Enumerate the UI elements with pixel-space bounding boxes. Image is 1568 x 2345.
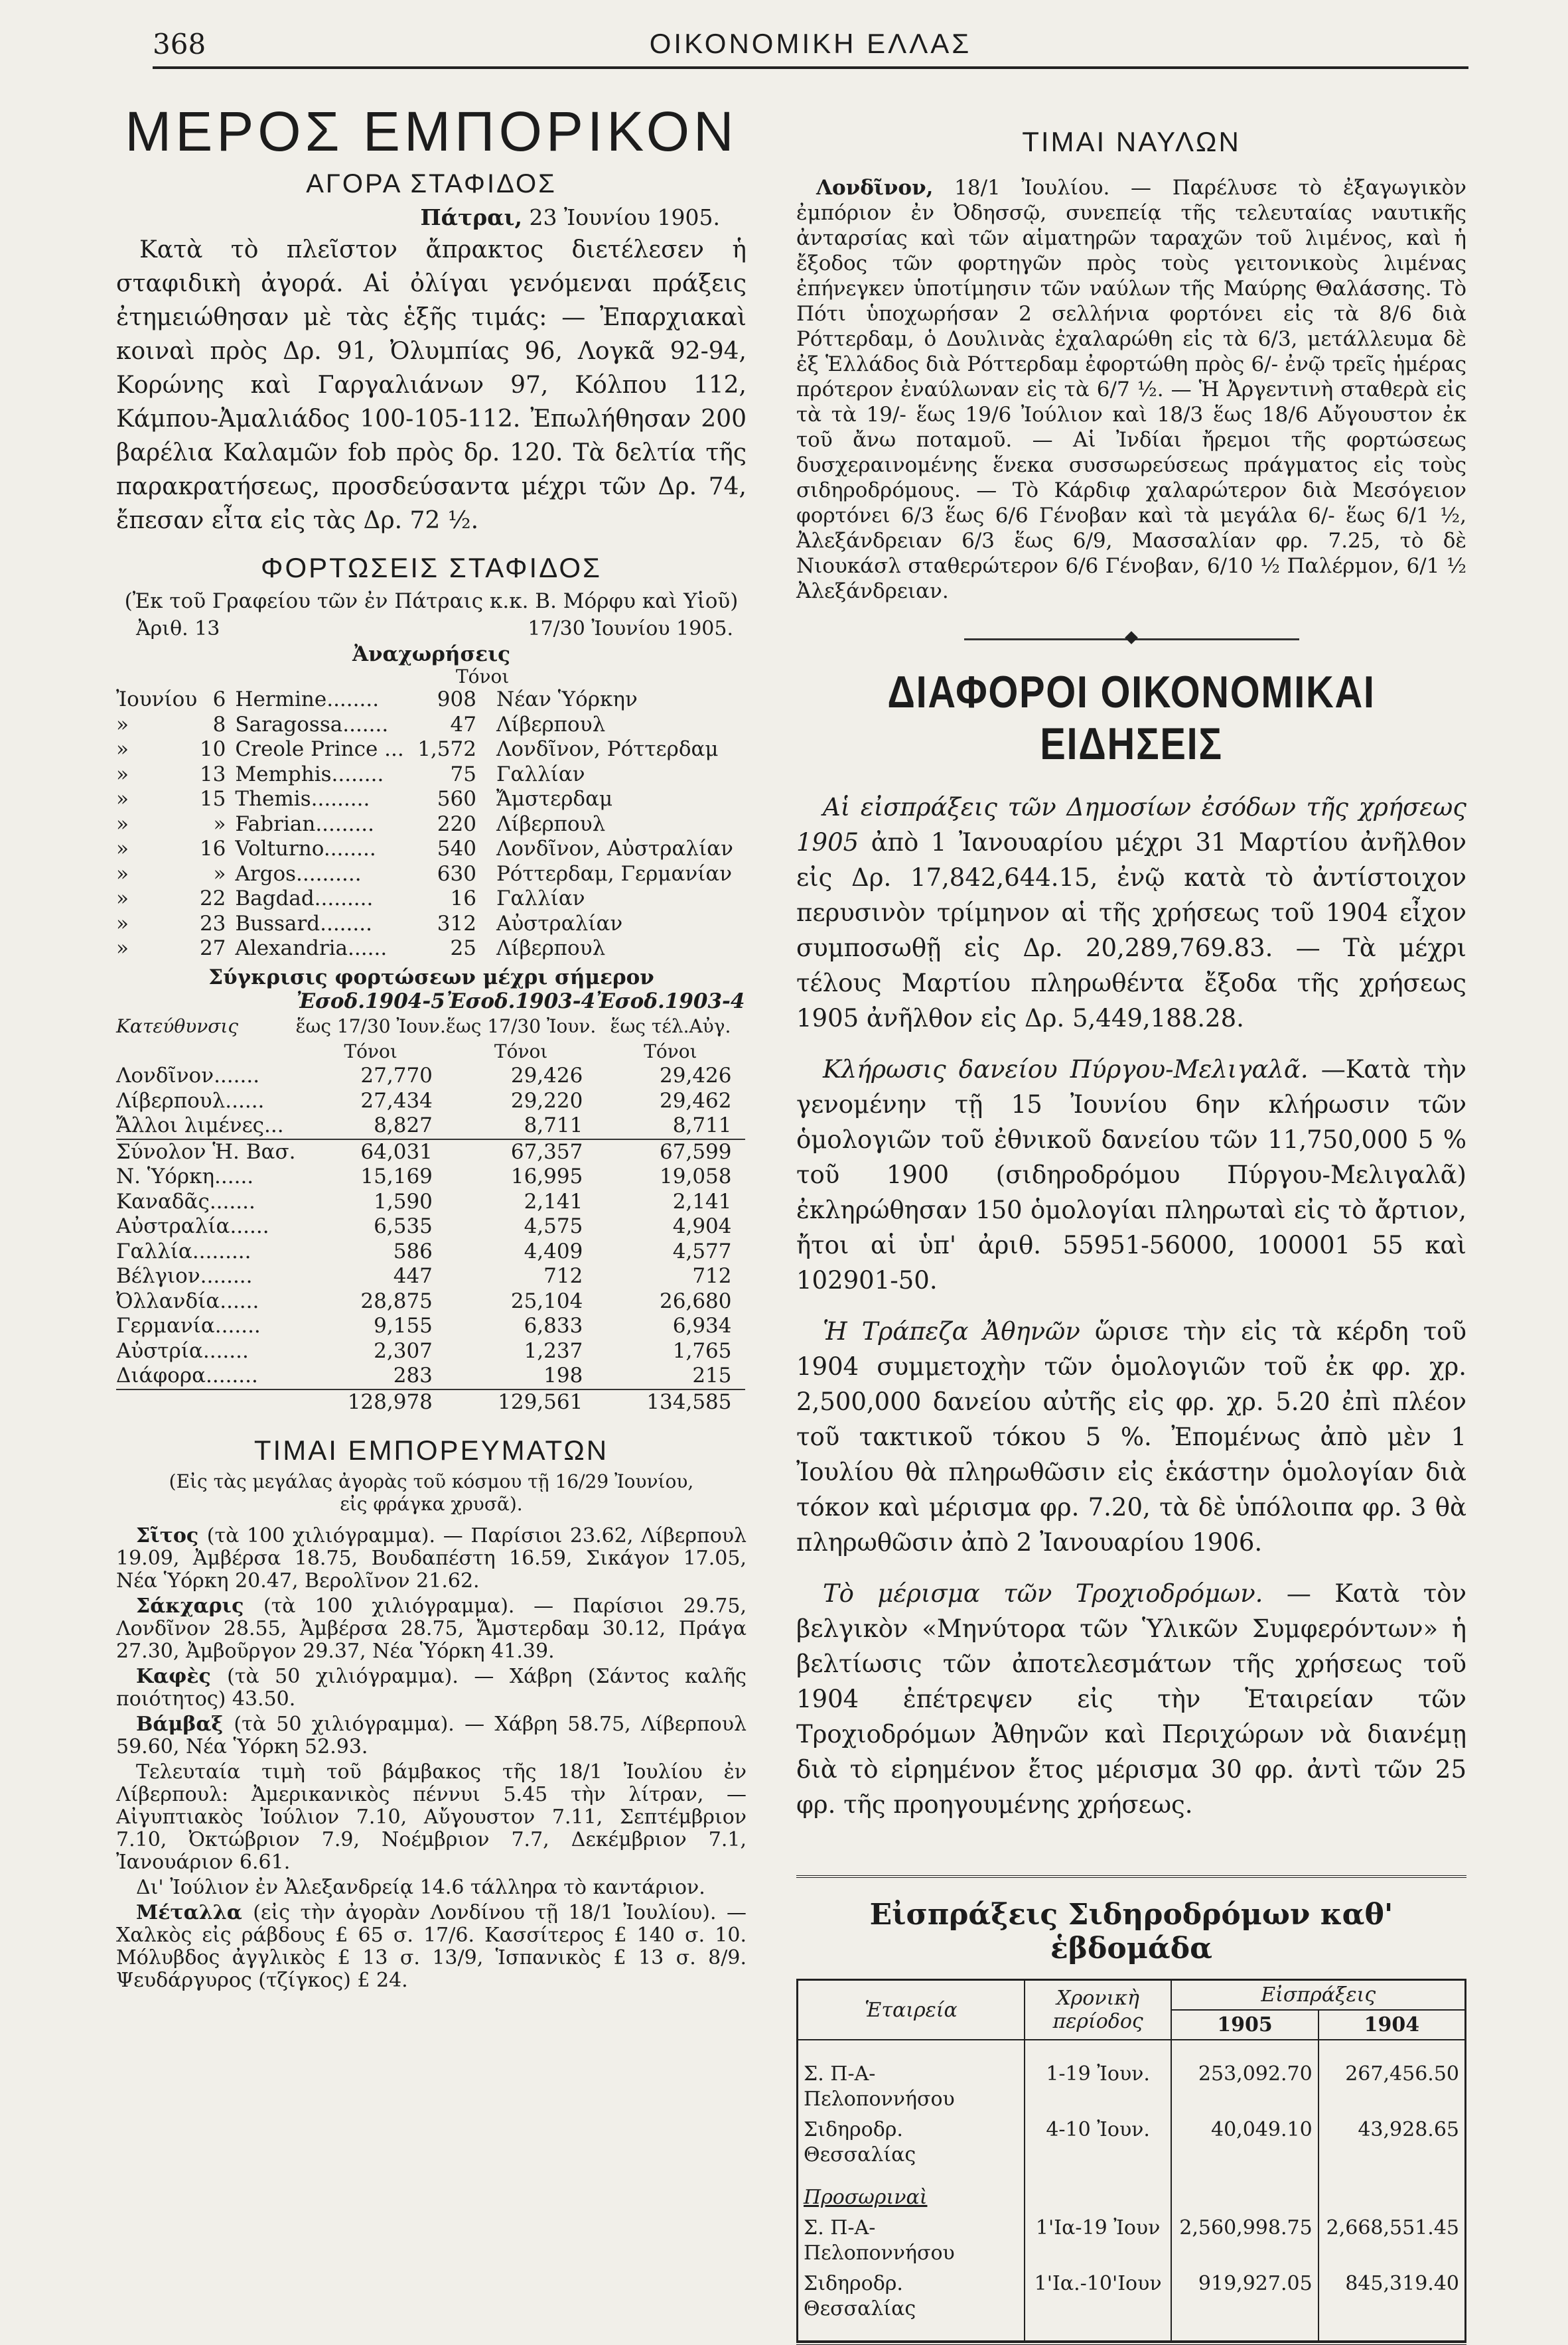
comparison-row — [116, 1314, 745, 1339]
comparison-value: 198 — [543, 1364, 583, 1387]
departure-row — [116, 713, 733, 738]
dateline-date: 23 Ἰουνίου 1905. — [529, 204, 720, 230]
departure-ship: Argos.......... — [235, 861, 362, 886]
departure-month: » — [116, 737, 129, 761]
commodity-price — [116, 1666, 747, 1711]
rail-provisional-label: Προσωριναὶ — [798, 2170, 1025, 2213]
comparison-period: ἕως 17/30 Ἰουν. — [295, 1015, 446, 1037]
rail-1904: 2,668,551.45 — [1319, 2213, 1466, 2269]
shipments-title: ΦΟΡΤΩΣΕΙΣ ΣΤΑΦΙΔΟΣ — [260, 552, 603, 583]
shipments-number: Ἀριθ. 13 — [136, 617, 220, 640]
comparison-value: 283 — [393, 1364, 433, 1387]
departure-ship: Volturno........ — [235, 837, 376, 861]
departure-ship: Fabrian......... — [235, 812, 375, 836]
commodity-text: (τὰ 100 χιλιόγραμμα). — Παρίσιοι 29.75, Λονδῖνον 28.55, Ἀμβέρσα 28.75, Ἄμστερδαμ 30.12, Πράγα 27.30, Ἀμβοῦργον 29.37, Νέα Ὑόρκη 41.39. — [116, 1595, 747, 1663]
departure-day: 10 — [199, 737, 226, 761]
page-number: 368 — [153, 28, 206, 60]
news-lead: Αἱ εἰσπράξεις τῶν Δημοσίων ἐσόδων τῆς χρήσεως 1905 — [796, 793, 1466, 857]
rail-row — [798, 2213, 1466, 2269]
prices-list — [116, 1525, 747, 1992]
right-column — [796, 100, 1466, 2345]
comparison-unit: Τόνοι — [344, 1040, 397, 1062]
comparison-value: 447 — [393, 1264, 433, 1288]
comparison-unit: Τόνοι — [494, 1040, 548, 1062]
departure-month: » — [116, 812, 129, 836]
comparison-row — [116, 1089, 745, 1114]
departure-day: 27 — [199, 936, 226, 960]
rail-col-company: Ἑταιρεία — [798, 1980, 1025, 2040]
departure-day: 6 — [212, 687, 226, 711]
news-item — [796, 1576, 1466, 1822]
comparison-value: 4,577 — [672, 1239, 732, 1263]
commodity-name: Σάκχαρις — [136, 1595, 263, 1618]
comparison-destination: Γερμανία....... — [116, 1314, 261, 1338]
departure-row — [116, 812, 733, 837]
departure-destination: Λονδῖνον, Ρόττερδαμ — [496, 737, 719, 761]
departure-row — [116, 912, 733, 937]
comparison-destination — [116, 1389, 295, 1415]
comparison-year: Ἐσοδ.1903-4 — [596, 989, 745, 1013]
comparison-row — [116, 1165, 745, 1190]
comparison-periods-row — [116, 1014, 745, 1039]
departure-month: » — [116, 762, 129, 786]
news-item — [796, 1052, 1466, 1298]
comparison-total-row — [116, 1389, 745, 1415]
commodity-text: (εἰς τὴν ἀγορὰν Λονδίνου τῇ 18/1 Ἰουλίου). — Χαλκὸς εἰς ράβδους £ 65 σ. 17/6. Κασσίτερος £ 140 σ. 10. Μόλυβδος ἀγγλικὸς £ 13 σ. 13/9, Ἱσπανικὸς £ 13 σ. 8/9. Ψευδάργυρος (τζίγκος) £ 24. — [116, 1901, 747, 1992]
departure-month: Ἰουνίου — [116, 687, 198, 711]
comparison-value: 4,409 — [524, 1239, 583, 1263]
comparison-destination: Λονδῖνον....... — [116, 1064, 260, 1088]
departure-row — [116, 762, 733, 788]
comparison-value: 2,141 — [524, 1189, 583, 1214]
departure-tons: 908 — [437, 687, 476, 711]
econ-news-title: ΔΙΑΦΟΡΟΙ ΟΙΚΟΝΟΜΙΚΑΙ ΕΙΔΗΣΕΙΣ — [887, 667, 1376, 769]
comparison-year: Ἐσοδ.1903-4 — [447, 989, 596, 1013]
comparison-row — [116, 1113, 745, 1139]
comparison-value: 8,711 — [672, 1113, 732, 1137]
rail-1905: 2,560,998.75 — [1171, 2213, 1318, 2269]
commodity-text: (τὰ 100 χιλιόγραμμα). — Παρίσιοι 23.62, Λίβερπουλ 19.09, Ἀμβέρσα 18.75, Βουδαπέστη 16.59, Σικάγον 17.05, Νέα Ὑόρκη 20.47, Βερολῖνον 21.62. — [116, 1524, 747, 1593]
section-divider — [796, 626, 1466, 653]
news-lead: Ἡ Τράπεζα Ἀθηνῶν — [823, 1317, 1080, 1346]
comparison-value: 586 — [393, 1239, 433, 1263]
departure-tons: 630 — [437, 861, 476, 886]
departure-month: » — [116, 911, 129, 936]
rail-receipts-box — [796, 1875, 1466, 2345]
departure-month: » — [116, 837, 129, 861]
news-text: ἀπὸ 1 Ἰανουαρίου μέχρι 31 Μαρτίου ἀνῆλθον εἰς Δρ. 17,842,644.15, ἐνῷ κατὰ τὸ ἀντίστοιχον περυσινὸν τρίμηνον αἱ τῆς χρήσεως τοῦ 1904 εἶχον συμποσωθῇ εἰς Δρ. 20,289,769.83. — Τὰ μέχρι τέλους Μαρτίου πληρωθέντα ἔξοδα τῆς χρήσεως 1905 ἀνῆλθον εἰς Δρ. 5,449,188.28. — [796, 828, 1466, 1032]
comparison-row — [116, 1064, 745, 1089]
commodity-name: Μέταλλα — [136, 1901, 253, 1924]
shipments-date: 17/30 Ἰουνίου 1905. — [528, 617, 733, 640]
departure-month: » — [116, 936, 129, 960]
comparison-row — [116, 1264, 745, 1289]
comparison-period: ἕως τέλ.Αὐγ. — [610, 1015, 731, 1037]
freight-lead: Λονδῖνον, — [816, 176, 934, 200]
rail-title: Εἰσπράξεις Σιδηροδρόμων καθ' ἑβδομάδα — [869, 1898, 1393, 1965]
departure-tons: 75 — [450, 762, 476, 786]
comparison-value: 67,599 — [596, 1139, 745, 1165]
commodity-price — [116, 1525, 747, 1593]
comparison-value: 8,827 — [374, 1113, 433, 1137]
rail-period: 1'Ια-19 Ἰουν — [1025, 2213, 1172, 2269]
comparison-destination: Ἄλλοι λιμένες... — [116, 1113, 284, 1137]
news-lead: Κλήρωσις δανείου Πύργου-Μελιγαλᾶ. — [823, 1055, 1309, 1084]
departure-ship: Hermine........ — [235, 687, 380, 711]
commodity-price — [116, 1902, 747, 1992]
comparison-value: 16,995 — [510, 1165, 583, 1188]
departure-day: 8 — [212, 712, 226, 737]
departure-ship: Themis......... — [235, 787, 370, 811]
comparison-value: 9,155 — [374, 1314, 433, 1338]
commodity-text: Δι' Ἰούλιον ἐν Ἀλεξανδρείᾳ 14.6 τάλληρα τὸ καντάριον. — [136, 1876, 705, 1899]
departure-tons: 540 — [437, 837, 476, 861]
running-header — [153, 27, 1468, 69]
comparison-row — [116, 1240, 745, 1265]
departure-row — [116, 862, 733, 887]
comparison-unit: Τόνοι — [644, 1040, 697, 1062]
comparison-value: 28,875 — [360, 1289, 433, 1313]
rail-row — [798, 2059, 1466, 2115]
rail-1905: 40,049.10 — [1171, 2115, 1318, 2170]
rail-period: 1-19 Ἰουν. — [1025, 2059, 1172, 2115]
news-text: ὥρισε τὴν εἰς τὰ κέρδη τοῦ 1904 συμμετοχὴν τῶν ὁμολογιῶν τοῦ ἐκ φρ. χρ. 2,500,000 δανείου αὐτῆς εἰς φρ. χρ. 5.20 ἐπὶ πλέον τοῦ τακτικοῦ τόκου 5 %. Ἐπομένως ἀπὸ μὲν 1 Ἰουλίου θὰ πληρωθῶσιν εἰς ἑκάστην ὁμολογίαν διὰ τόκον καὶ μέρισμα φρ. 7.20, τὰ δὲ ὑπόλοιπα φρ. 3 θὰ πληρωθῶσιν ἀπὸ 2 Ἰανουαρίου 1906. — [796, 1317, 1466, 1557]
departure-ship: Memphis........ — [235, 762, 384, 786]
rail-1904: 43,928.65 — [1319, 2115, 1466, 2170]
departure-day: 13 — [199, 762, 226, 786]
rail-company: Σ. Π-Α-Πελοποννήσου — [798, 2213, 1025, 2269]
comparison-value: 19,058 — [660, 1165, 732, 1188]
departure-ship: Creole Prince ... — [235, 737, 404, 761]
comparison-value: 129,561 — [446, 1389, 596, 1415]
comparison-row — [116, 1214, 745, 1240]
freight-text — [796, 175, 1466, 604]
comparison-value: 1,590 — [374, 1189, 433, 1214]
departure-day: 16 — [199, 837, 226, 861]
tons-label: Τόνοι — [456, 666, 510, 687]
comparison-value: 29,462 — [660, 1088, 732, 1113]
departure-destination: Αὐστραλίαν — [496, 911, 623, 936]
comparison-row — [116, 1289, 745, 1315]
comparison-value: 29,426 — [660, 1064, 732, 1088]
departure-tons: 560 — [437, 787, 476, 811]
comparison-value: 27,770 — [360, 1064, 433, 1088]
comparison-value: 29,426 — [510, 1064, 583, 1088]
comparison-value: 215 — [692, 1364, 732, 1387]
shipments-source: (Ἐκ τοῦ Γραφείου τῶν ἐν Πάτραις κ.κ. Β. Μόρφυ καὶ Υἱοῦ) — [124, 589, 739, 613]
comparison-value: 4,575 — [524, 1214, 583, 1238]
currant-market-title: ΑΓΟΡΑ ΣΤΑΦΙΔΟΣ — [306, 169, 557, 198]
departure-month: » — [116, 712, 129, 737]
departure-destination: Λίβερπουλ — [496, 936, 606, 960]
departure-destination: Ρόττερδαμ, Γερμανίαν — [496, 861, 733, 886]
departure-row — [116, 887, 733, 912]
comparison-period: ἕως 17/30 Ἰουν. — [445, 1015, 597, 1037]
comparison-table — [116, 989, 745, 1415]
news-item — [796, 790, 1466, 1036]
section-title: ΜΕΡΟΣ ΕΜΠΟΡΙΚΟΝ — [125, 100, 738, 163]
freight-title: ΤΙΜΑΙ ΝΑΥΛΩΝ — [1022, 126, 1241, 157]
comparison-row — [116, 1364, 745, 1389]
commodity-name: Βάμβαξ — [136, 1713, 234, 1736]
comparison-value: 712 — [692, 1264, 732, 1288]
rail-company: Σιδηροδρ. Θεσσαλίας — [798, 2115, 1025, 2170]
comparison-value: 6,535 — [374, 1214, 433, 1238]
news-text: — Κατὰ τὸν βελγικὸν «Μηνύτορα τῶν Ὑλικῶν Συμφερόντων» ἡ βελτίωσις τῶν ἀποτελεσμάτων τῆς χρήσεως τοῦ 1904 ἐπέτρεψεν εἰς τὴν Ἑταιρείαν τῶν Τροχιοδρόμων Ἀθηνῶν καὶ Περιχώρων νὰ διανέμῃ διὰ τὸ εἰρημένον ἔτος μέρισμα 30 φρ. ἀντὶ τῶν 25 φρ. τῆς προηγουμένης χρήσεως. — [796, 1579, 1466, 1819]
prices-title: ΤΙΜΑΙ ΕΜΠΟΡΕΥΜΑΤΩΝ — [253, 1435, 609, 1466]
comparison-destination: Ν. Ὑόρκη...... — [116, 1165, 254, 1188]
rail-company: Σ. Π-Α-Πελοποννήσου — [798, 2059, 1025, 2115]
departure-row — [116, 737, 733, 762]
comparison-destination: Διάφορα........ — [116, 1364, 258, 1387]
diamond-ornament-icon — [1125, 631, 1138, 644]
comparison-value: 25,104 — [510, 1289, 583, 1313]
departure-day: » — [213, 812, 226, 836]
commodity-name: Καφὲς — [136, 1665, 228, 1688]
comparison-destination: Λίβερπουλ...... — [116, 1088, 265, 1113]
comparison-value: 26,680 — [660, 1289, 732, 1313]
running-title: ΟΙΚΟΝΟΜΙΚΗ ΕΛΛΑΣ — [649, 28, 972, 59]
rail-period: 1'Ια.-10'Ιουν — [1025, 2269, 1172, 2324]
rail-1905: 253,092.70 — [1171, 2059, 1318, 2115]
comparison-destination: Βέλγιον........ — [116, 1264, 253, 1288]
rail-1905: 919,927.05 — [1171, 2269, 1318, 2324]
departure-tons: 47 — [450, 712, 476, 737]
departure-destination: Λίβερπουλ — [496, 712, 606, 737]
departure-destination: Ἄμστερδαμ — [496, 787, 613, 811]
rail-receipts-table — [796, 1979, 1466, 2342]
departure-tons: 1,572 — [417, 737, 476, 761]
dateline — [116, 204, 720, 230]
departure-month: » — [116, 861, 129, 886]
commodity-price — [116, 1713, 747, 1758]
comparison-row — [116, 1190, 745, 1215]
departures-title: Ἀναχωρήσεις — [352, 642, 511, 666]
rail-col-1905: 1905 — [1171, 2010, 1318, 2040]
departure-day: 23 — [199, 911, 226, 936]
comparison-row — [116, 1339, 745, 1364]
prices-subtitle: (Εἰς τὰς μεγάλας ἀγορὰς τοῦ κόσμου τῇ 16/29 Ἰουνίου, εἰς φράγκα χρυσᾶ). — [169, 1470, 694, 1515]
shipments-meta — [116, 614, 747, 642]
commodity-text: (τὰ 50 χιλιόγραμμα). — Χάβρη 58.75, Λίβερπουλ 59.60, Νέα Ὑόρκη 52.93. — [116, 1713, 747, 1758]
comparison-destination: Σύνολον Ἡ. Βασ. — [116, 1139, 296, 1164]
comparison-dest-label: Κατεύθυνσις — [116, 1015, 239, 1037]
departures-table — [116, 687, 733, 961]
rail-company: Σιδηροδρ. Θεσσαλίας — [798, 2269, 1025, 2324]
departure-tons: 25 — [450, 936, 476, 960]
comparison-units-row — [116, 1039, 745, 1064]
comparison-value: 1,765 — [672, 1338, 732, 1363]
comparison-destination: Γαλλία......... — [116, 1239, 251, 1263]
departure-destination: Γαλλίαν — [496, 762, 585, 786]
comparison-destination: Ὀλλανδία...... — [116, 1289, 259, 1313]
departure-ship: Saragossa....... — [235, 712, 389, 737]
news-lead: Τὸ μέρισμα τῶν Τροχιοδρόμων. — [823, 1579, 1263, 1608]
news-text: —Κατὰ τὴν γενομένην τῇ 15 Ἰουνίου 6ην κλήρωσιν τῶν ὁμολογιῶν τοῦ ἐθνικοῦ δανείου τῶν 11,750,000 5 % τοῦ 1900 (σιδηροδρόμου Πύργου-Μελιγαλᾶ) ἐκληρώθησαν 150 ὁμολογίαι πληρωταὶ εἰς τὸ ἄρτιον, ἤτοι αἱ ὑπ' ἀριθ. 55951-56000, 100001 55 καὶ 102901-50. — [796, 1055, 1467, 1295]
comparison-value: 2,141 — [672, 1189, 732, 1214]
comparison-value: 2,307 — [374, 1338, 433, 1363]
comparison-subtotal-row — [116, 1139, 745, 1165]
rail-row — [798, 2115, 1466, 2170]
dateline-place: Πάτραι, — [420, 204, 522, 230]
commodity-price — [116, 1595, 747, 1663]
currant-market-text: Κατὰ τὸ πλεῖστον ἄπρακτος διετέλεσεν ἡ σταφιδικὴ ἀγορά. Αἱ ὀλίγαι γενόμεναι πράξεις ἐτημειώθησαν μὲ τὰς ἑξῆς τιμάς: — Ἐπαρχιακαὶ κοιναὶ πρὸς Δρ. 91, Ὀλυμπίας 96, Λογκᾶ 92-94, Κορώνης καὶ Γαργαλιάνων 97, Κόλπου 112, Κάμπου-Ἀμαλιάδος 100-105-112. Ἐπωλήθησαν 200 βαρέλια Καλαμῶν fob πρὸς δρ. 120. Τὰ δελτία τῆς παρακρατήσεως, προσδεύσαντα μέχρι τῶν Δρ. 74, ἔπεσαν εἶτα εἰς τὰς Δρ. 72 ½. — [116, 236, 747, 534]
departure-ship: Alexandria...... — [235, 936, 388, 960]
comparison-year: Ἐσοδ.1904-5 — [296, 989, 445, 1013]
rail-row — [798, 2269, 1466, 2324]
departure-row — [116, 787, 733, 812]
comparison-value: 1,237 — [524, 1338, 583, 1363]
departure-destination: Νέαν Ὑόρκην — [496, 687, 638, 711]
departure-day: » — [213, 861, 226, 886]
comparison-value: 29,220 — [510, 1088, 583, 1113]
comparison-destination: Αὐστραλία...... — [116, 1214, 269, 1238]
departure-tons: 16 — [450, 887, 476, 910]
departure-day: 15 — [199, 787, 226, 811]
departure-ship: Bagdad......... — [235, 887, 374, 910]
rail-col-1904: 1904 — [1319, 2010, 1466, 2040]
departure-row — [116, 936, 733, 961]
departure-row — [116, 687, 733, 713]
comparison-destination: Καναδᾶς....... — [116, 1189, 255, 1214]
comparison-destination: Αὐστρία....... — [116, 1338, 249, 1363]
left-column — [116, 100, 747, 1995]
comparison-value: 27,434 — [360, 1088, 433, 1113]
departure-tons: 220 — [437, 812, 476, 836]
commodity-price — [116, 1761, 747, 1874]
departure-destination: Γαλλίαν — [496, 887, 585, 910]
commodity-price — [116, 1877, 747, 1899]
comparison-title: Σύγκρισις φορτώσεων μέχρι σήμερον — [208, 965, 654, 989]
comparison-value: 64,031 — [295, 1139, 445, 1165]
departure-destination: Λίβερπουλ — [496, 812, 606, 836]
commodity-text: (τὰ 50 χιλιόγραμμα). — Χάβρη (Σάντος καλῆς ποιότητος) 43.50. — [116, 1665, 747, 1711]
departure-row — [116, 837, 733, 862]
departure-destination: Λονδῖνον, Αὐστραλίαν — [496, 837, 733, 861]
comparison-value: 134,585 — [596, 1389, 745, 1415]
comparison-value: 6,833 — [524, 1314, 583, 1338]
rail-1904: 267,456.50 — [1319, 2059, 1466, 2115]
comparison-value: 67,357 — [446, 1139, 596, 1165]
comparison-value: 6,934 — [672, 1314, 732, 1338]
departure-month: » — [116, 887, 129, 910]
rail-1904: 845,319.40 — [1319, 2269, 1466, 2324]
comparison-value: 15,169 — [360, 1165, 433, 1188]
freight-body: 18/1 Ἰουλίου. — Παρέλυσε τὸ ἐξαγωγικὸν ἐμπόριον ἐν Ὀδησσῷ, συνεπείᾳ τῆς τελευταίας ναυτικῆς ἀνταρσίας καὶ τῶν αἱματηρῶν ταραχῶν τοῦ λιμένος, καὶ ἡ ἔξοδος τῶν φορτηγῶν πρὸς τοὺς γειτονικοὺς λιμένας ἐπήνεγκεν ὑποτίμησιν τῶν ναύλων τῆς Μαύρης Θαλάσσης. Τὸ Πότι ὑποχωρήσαν 2 σελλήνια φορτόνει εἰς τὰ 8/6 διὰ Ρόττερδαμ, ὁ Δουλινὰς ἐχαλαρώθη εἰς τὰ 6/3, μετάλλευμα δὲ ἐξ Ἑλλάδος διὰ Ρόττερδαμ ἐφορτώθη πρὸς 6/- ἐνῷ τρεῖς ἡμέρας πρότερον ἐναύλωναν εἰς τὰ 6/7 ½. — Ἡ Ἀργεντινὴ σταθερὰ εἰς τὰ τὰ 19/- ἕως 19/6 Ἰούλιον καὶ 18/3 ἕως 18/6 Αὔγουστον ἐκ τοῦ ἄνω ποταμοῦ. — Αἱ Ἰνδίαι ἤρεμοι τῆς φορτώσεως δυσχεραινομένης ἕνεκα συσσωρεύσεως πράγματος εἰς τοὺς σιδηροδρόμους. — Τὸ Κάρδιφ χαλαρώτερον διὰ Μεσόγειον φορτόνει 6/3 ἕως 6/6 Γένοβαν καὶ τὰ μεγάλα 6/- ἕως 6/1 ½, Ἀλεξάνδρειαν 6/3 ἕως 6/9, Μασσαλίαν φρ. 7.25, τὸ δὲ Νιουκάσλ σταθερώτερον 6/6 Γένοβαν, 6/10 ½ Παλέρμον, 6/1 ½ Ἀλεξάνδρειαν. — [796, 176, 1466, 603]
comparison-years-row — [116, 989, 745, 1015]
comparison-value: 4,904 — [672, 1214, 732, 1238]
comparison-value: 712 — [543, 1264, 583, 1288]
departure-day: 22 — [199, 887, 226, 910]
rail-period: 4-10 Ἰουν. — [1025, 2115, 1172, 2170]
comparison-value: 128,978 — [295, 1389, 445, 1415]
departure-month: » — [116, 787, 129, 811]
departure-tons: 312 — [437, 911, 476, 936]
rail-col-receipts: Εἰσπράξεις — [1171, 1980, 1465, 2011]
commodity-name: Σῖτος — [136, 1524, 207, 1547]
rail-col-period: Χρονικὴ περίοδος — [1025, 1980, 1172, 2040]
commodity-text: Τελευταία τιμὴ τοῦ βάμβακος τῆς 18/1 Ἰουλίου ἐν Λίβερπουλ: Ἀμερικανικὸς πέννυι 5.45 τὴν λίτραν, — Αἰγυπτιακὸς Ἰούλιον 7.10, Αὔγουστον 7.11, Σεπτέμβριον 7.10, Ὀκτώβριον 7.9, Νοέμβριον 7.7, Δεκέμβριον 7.1, Ἰανουάριον 6.61. — [116, 1760, 747, 1874]
news-item — [796, 1314, 1466, 1560]
comparison-value: 8,711 — [524, 1113, 583, 1137]
departure-ship: Bussard........ — [235, 911, 372, 936]
news-list — [796, 790, 1466, 1822]
